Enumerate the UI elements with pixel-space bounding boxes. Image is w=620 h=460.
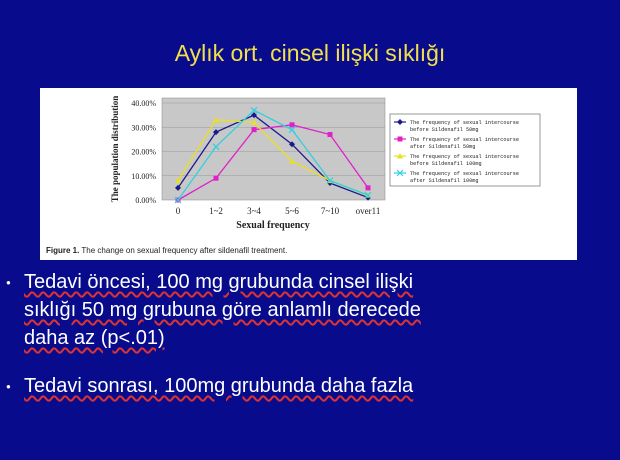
bullet-1-line-3 — [24, 324, 421, 352]
legend-label: The frequency of sexual intercourse — [410, 120, 519, 126]
bullet-text: sıklığı 50 mg grubuna göre anlamlı derecede — [24, 299, 421, 321]
data-point — [290, 122, 295, 127]
figure-caption — [46, 246, 287, 255]
bullet-text: Tedavi sonrası, 100mg grubunda daha fazla — [24, 375, 414, 397]
legend-label: after Sildenafil 50mg — [410, 144, 476, 150]
x-tick-label: 0 — [175, 206, 181, 216]
line-chart — [40, 88, 577, 260]
x-tick-label: 1~2 — [209, 206, 223, 216]
plot-area — [162, 98, 385, 200]
y-tick-label: 20.00% — [131, 147, 156, 157]
y-tick-label: 10.00% — [131, 171, 156, 181]
x-tick-label: 3~4 — [247, 206, 261, 216]
y-tick-label: 0.00% — [135, 196, 156, 205]
legend-label: The frequency of sexual intercourse — [410, 137, 519, 143]
data-point — [214, 176, 219, 181]
legend-label: The frequency of sexual intercourse — [410, 154, 519, 160]
data-point — [398, 137, 403, 142]
data-point — [328, 132, 333, 137]
bullet-marker: ● — [6, 382, 11, 391]
slide-title: Aylık ort. cinsel ilişki sıklığı — [174, 40, 446, 66]
bullet-1-line-1 — [24, 268, 421, 296]
y-tick-label: 30.00% — [131, 123, 156, 133]
bullet-2-line-1 — [24, 372, 413, 400]
bullet-1-line-2 — [24, 296, 421, 324]
figure — [40, 88, 577, 260]
data-point — [252, 127, 257, 132]
caption-text: The change on sexual frequency after sildenafil treatment. — [81, 246, 288, 255]
y-tick-label: 40.00% — [131, 99, 156, 108]
legend-label: before Sildenafil 50mg — [410, 127, 479, 133]
legend-label: The frequency of sexual intercourse — [410, 171, 519, 177]
legend-label: after Sildenafil 100mg — [410, 178, 479, 184]
data-point — [366, 185, 371, 190]
x-tick-label: 5~6 — [285, 206, 299, 216]
bullet-item-1 — [24, 268, 421, 352]
y-axis-label: The population distribution — [110, 95, 120, 203]
x-tick-label: over11 — [355, 206, 381, 216]
bullet-text: daha az (p<.01) — [24, 327, 165, 349]
bullet-marker: ● — [6, 278, 11, 287]
legend-label: before Sildenafil 100mg — [410, 161, 482, 167]
bullet-text: Tedavi öncesi, 100 mg grubunda cinsel ilişki — [24, 271, 414, 293]
x-axis-label: Sexual frequency — [236, 220, 310, 231]
x-tick-label: 7~10 — [320, 206, 340, 216]
caption-prefix: Figure 1. — [46, 246, 80, 255]
bullet-item-2 — [24, 372, 413, 400]
